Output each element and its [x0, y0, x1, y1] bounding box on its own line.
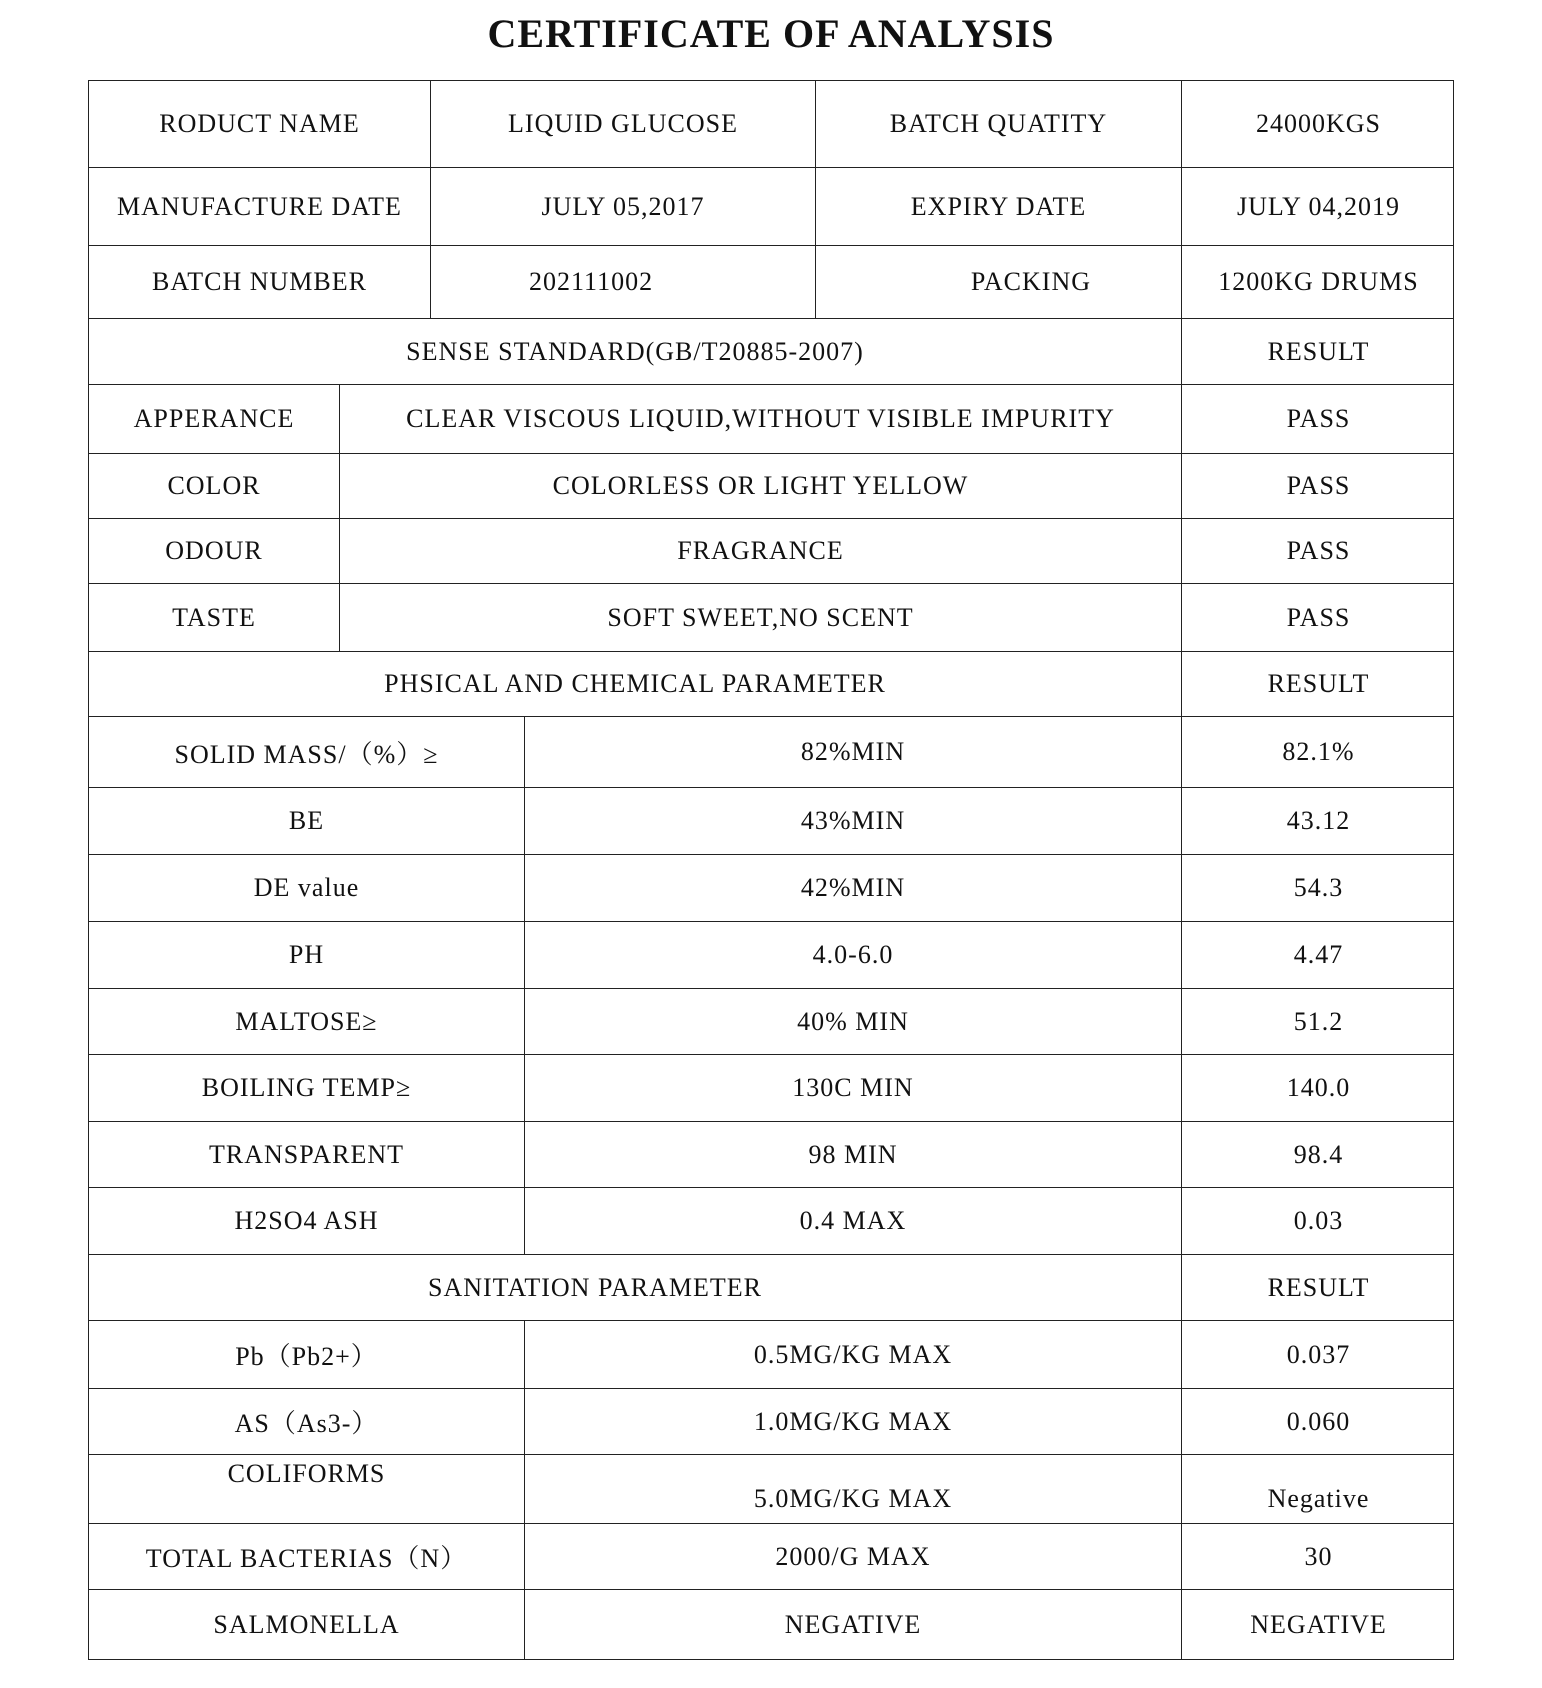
sense-standard: FRAGRANCE	[339, 519, 1181, 583]
physical-heading: PHSICAL AND CHEMICAL PARAMETER	[384, 669, 886, 698]
physical-standard: 43%MIN	[524, 788, 1181, 854]
physical-heading-row	[89, 651, 1453, 716]
physical-item: BE	[288, 806, 325, 835]
sanitation-standard: 2000/G MAX	[524, 1524, 1181, 1589]
batch-quantity-label: BATCH QUATITY	[815, 81, 1181, 167]
physical-result: 43.12	[1181, 788, 1455, 854]
sense-heading-row	[89, 318, 1453, 384]
sense-result: PASS	[1181, 519, 1455, 583]
sanitation-standard: 5.0MG/KG MAX	[524, 1455, 1181, 1523]
physical-item: BOILING TEMP≥	[201, 1073, 412, 1102]
sanitation-result: 0.037	[1181, 1321, 1455, 1388]
physical-result: 0.03	[1181, 1188, 1455, 1254]
physical-row	[89, 716, 1453, 787]
sense-row	[89, 453, 1453, 518]
physical-item: PH	[288, 940, 325, 969]
sanitation-result: Negative	[1181, 1455, 1455, 1523]
header-row-dates	[89, 167, 1453, 245]
manufacture-date-label: MANUFACTURE DATE	[117, 191, 402, 221]
sanitation-row	[89, 1388, 1453, 1454]
packing-label: PACKING	[815, 246, 1181, 318]
sanitation-item: TOTAL BACTERIAS（N）	[145, 1544, 468, 1573]
sense-item: ODOUR	[165, 536, 263, 565]
physical-result: 98.4	[1181, 1122, 1455, 1187]
batch-number-value: 202111002	[430, 246, 815, 318]
physical-item: TRANSPARENT	[209, 1139, 404, 1169]
sense-result: PASS	[1181, 454, 1455, 518]
expiry-date-label: EXPIRY DATE	[815, 168, 1181, 245]
sense-item: COLOR	[167, 471, 261, 500]
physical-standard: 40% MIN	[524, 989, 1181, 1054]
physical-result: 51.2	[1181, 989, 1455, 1054]
physical-row	[89, 988, 1453, 1054]
physical-row	[89, 1187, 1453, 1254]
physical-result: 4.47	[1181, 922, 1455, 988]
physical-row	[89, 1121, 1453, 1187]
sense-row	[89, 384, 1453, 453]
sense-standard: COLORLESS OR LIGHT YELLOW	[339, 454, 1181, 518]
sanitation-item: SALMONELLA	[213, 1609, 400, 1639]
sense-result: PASS	[1181, 584, 1455, 651]
sense-row	[89, 518, 1453, 583]
physical-result: 82.1%	[1181, 717, 1455, 787]
physical-item: H2SO4 ASH	[234, 1206, 379, 1235]
sanitation-item: Pb（Pb2+）	[235, 1342, 378, 1371]
physical-item: SOLID MASS/（%）≥	[174, 739, 439, 769]
sanitation-row	[89, 1454, 1453, 1523]
sanitation-result-heading: RESULT	[1181, 1255, 1455, 1320]
physical-row	[89, 1054, 1453, 1121]
sense-result-heading: RESULT	[1181, 319, 1455, 384]
batch-quantity-value: 24000KGS	[1181, 81, 1455, 167]
sanitation-result: 30	[1181, 1524, 1455, 1589]
physical-item: DE value	[253, 873, 360, 902]
physical-standard: 0.4 MAX	[524, 1188, 1181, 1254]
sanitation-item: COLIFORMS	[227, 1459, 386, 1488]
physical-result: 54.3	[1181, 855, 1455, 921]
physical-row	[89, 854, 1453, 921]
physical-standard: 82%MIN	[524, 717, 1181, 787]
product-name-value: LIQUID GLUCOSE	[430, 81, 815, 167]
header-row-batch	[89, 245, 1453, 318]
physical-standard: 4.0-6.0	[524, 922, 1181, 988]
sense-result: PASS	[1181, 385, 1455, 453]
expiry-date-value: JULY 04,2019	[1181, 168, 1455, 245]
sanitation-standard: NEGATIVE	[524, 1590, 1181, 1659]
sanitation-heading-row	[89, 1254, 1453, 1320]
analysis-table	[88, 80, 1454, 1660]
sanitation-result: NEGATIVE	[1181, 1590, 1455, 1659]
document-title: CERTIFICATE OF ANALYSIS	[487, 11, 1055, 56]
sense-row	[89, 583, 1453, 651]
physical-standard: 42%MIN	[524, 855, 1181, 921]
sanitation-heading: SANITATION PARAMETER	[427, 1272, 763, 1302]
physical-result: 140.0	[1181, 1055, 1455, 1121]
sense-standard: SOFT SWEET,NO SCENT	[339, 584, 1181, 651]
sanitation-standard: 1.0MG/KG MAX	[524, 1389, 1181, 1454]
sense-item: APPERANCE	[133, 404, 295, 433]
sanitation-row	[89, 1523, 1453, 1589]
sense-standard: CLEAR VISCOUS LIQUID,WITHOUT VISIBLE IMPURITY	[339, 385, 1181, 453]
sense-heading: SENSE STANDARD(GB/T20885-2007)	[406, 336, 864, 366]
packing-value: 1200KG DRUMS	[1181, 246, 1455, 318]
sanitation-row	[89, 1589, 1453, 1659]
physical-row	[89, 787, 1453, 854]
sanitation-result: 0.060	[1181, 1389, 1455, 1454]
physical-row	[89, 921, 1453, 988]
sense-item: TASTE	[172, 602, 256, 632]
physical-result-heading: RESULT	[1181, 652, 1455, 716]
batch-number-label: BATCH NUMBER	[152, 267, 367, 296]
product-name-label: RODUCT NAME	[159, 109, 360, 138]
header-row-product	[89, 81, 1453, 167]
sanitation-standard: 0.5MG/KG MAX	[524, 1321, 1181, 1388]
physical-item: MALTOSE≥	[235, 1006, 378, 1036]
sanitation-row	[89, 1320, 1453, 1388]
sanitation-item: AS（As3-）	[234, 1409, 379, 1438]
manufacture-date-value: JULY 05,2017	[430, 168, 815, 245]
physical-standard: 98 MIN	[524, 1122, 1181, 1187]
physical-standard: 130C MIN	[524, 1055, 1181, 1121]
